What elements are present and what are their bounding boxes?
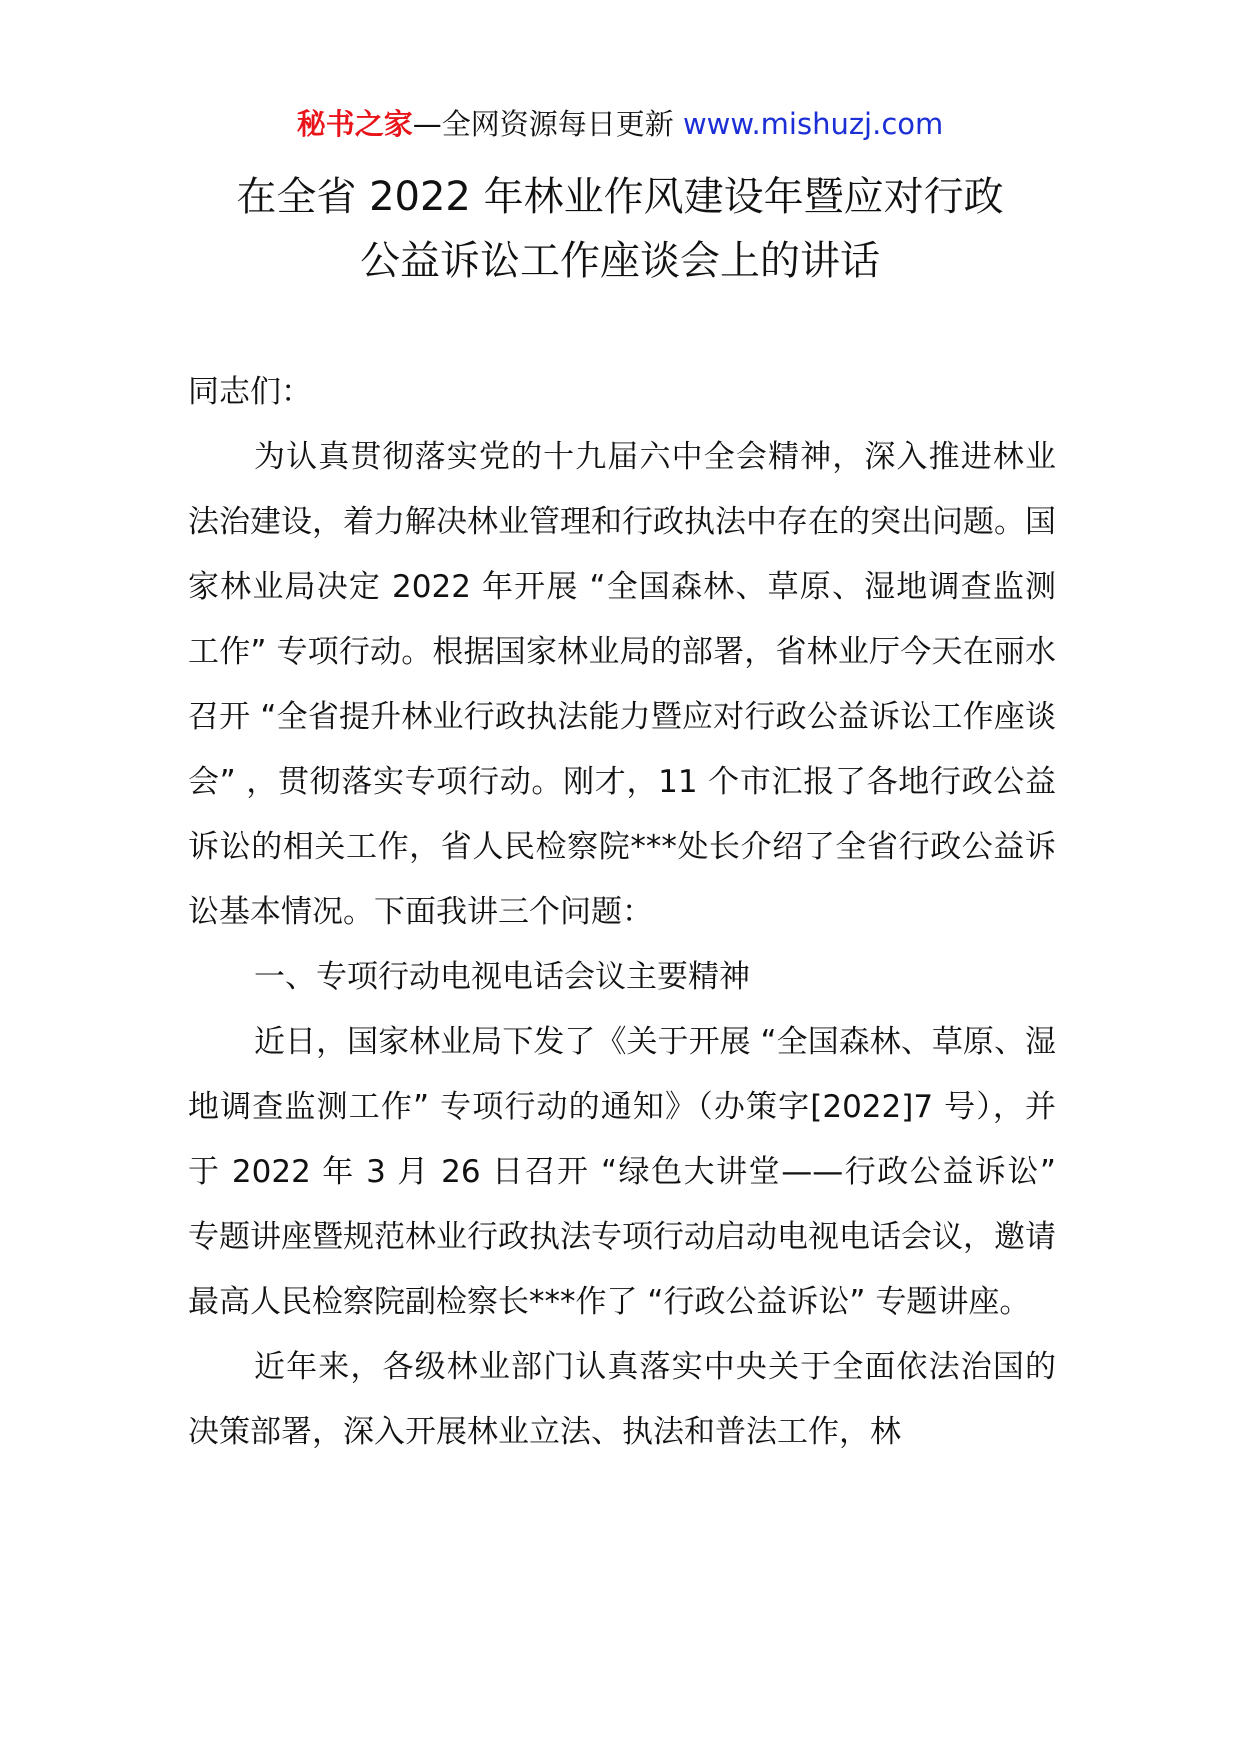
site-header-banner [0, 104, 1240, 144]
section-heading-1: 一、专项行动电视电话会议主要精神 [254, 959, 750, 995]
document-title [100, 165, 1140, 293]
paragraph-intro: 为认真贯彻落实党的十九届六中全会精神，深入推进林业法治建设，着力解决林业管理和行政执法中存在的突出问题。国家林业局决定 2022 年开展 “全国森林、草原、湿地调查监测工作” 专项行动。根据国家林业局的部署，省林业厅今天在丽水召开 “全省提升林业行政执法能力暨应对行政公益诉讼工作座谈会” ，贯彻落实专项行动。刚才，11 个市汇报了各地行政公益诉讼的相关工作，省人民检察院***处长介绍了全省行政公益诉讼基本情况。下面我讲三个问题： [188, 439, 1056, 930]
document-body [188, 360, 1056, 1465]
site-tagline: —全网资源每日更新 [412, 107, 683, 141]
document-title-line-2: 公益诉讼工作座谈会上的讲话 [360, 238, 880, 284]
paragraph-recent-years: 近年来，各级林业部门认真落实中央关于全面依法治国的决策部署，深入开展林业立法、执法和普法工作，林 [188, 1349, 1056, 1450]
paragraph-notice: 近日，国家林业局下发了《关于开展 “全国森林、草原、湿地调查监测工作” 专项行动的通知》（办策字[2022]7 号），并于 2022 年 3 月 26 日召开 “绿色大讲堂——行政公益诉讼” 专题讲座暨规范林业行政执法专项行动启动电视电话会议，邀请最高人民检察院副检察长***作了 “行政公益诉讼” 专题讲座。 [188, 1024, 1056, 1320]
site-brand: 秘书之家 [296, 107, 413, 141]
document-title-line-1: 在全省 2022 年林业作风建设年暨应对行政 [236, 174, 1004, 220]
site-url-link[interactable]: www.mishuzj.com [682, 107, 944, 141]
salutation: 同志们： [188, 374, 312, 410]
